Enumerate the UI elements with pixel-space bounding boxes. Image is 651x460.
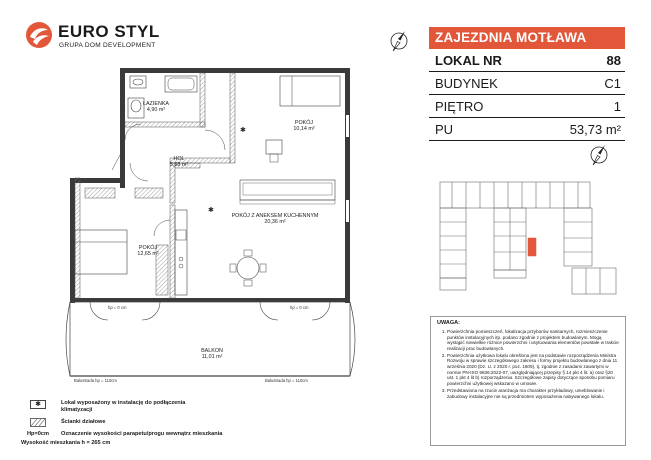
info-row-lokal	[429, 49, 625, 72]
floor-plan-drawing	[60, 60, 380, 390]
room-hol	[170, 156, 188, 169]
floor-plan	[60, 60, 380, 390]
info-row-budynek	[429, 72, 625, 95]
hp-label-left: hp = 0 cm	[108, 305, 127, 310]
legend	[21, 400, 324, 455]
euro-styl-logo	[24, 20, 184, 54]
note-item: 2. Powierzchnia użytkowa lokalu określona jest na podstawie rozporządzenia Ministra Rozwoju w sprawie szczegółowego zakresu i formy projektu budowlanego z dnia 11 września 2020 (Dz. U. z 2020 r. poz. 1609), tj. zgodnie z zasadami zawartymi w normie PN-ISO 9836:2022-07, uwzględniającej przepisy § 14 pkt 4 lit. a) oraz §20 ust. 1 pkt 4 lit b) rozporządzenia. Szczegółowe zapisy dotyczące sposobu pomiaru powierzchni użytkowej wskazano w umowie.	[447, 353, 619, 387]
note-item: 1. Powierzchnia pomieszczeń, lokalizacja przyborów sanitarnych, rozmieszczenie punktów instalacyjnych itp. podano zgodnie z projektem budowlanym. Mogą wystąpić niewielkie różnice powierzchni i usytuowania elementów powstałe w trakcie realizacji prac budowlanych.	[447, 329, 619, 351]
legend-code: Hp=0cm	[27, 431, 49, 437]
info-key: LOKAL NR	[435, 52, 502, 68]
room-name: BALKON	[201, 348, 223, 354]
room-name: POKÓJ Z ANEKSEM KUCHENNYM	[231, 213, 319, 219]
north-compass-small-icon	[586, 142, 612, 168]
north-compass-icon	[386, 28, 412, 54]
svg-text:✱: ✱	[208, 206, 214, 214]
info-value: 1	[613, 98, 621, 114]
room-area: 12,65 m²	[137, 251, 159, 258]
room-area: 10,14 m²	[293, 126, 315, 133]
unit-info-panel	[429, 27, 625, 141]
building-key-plan	[432, 170, 624, 305]
notes-heading: UWAGA:	[437, 320, 460, 326]
info-row-pu	[429, 118, 625, 141]
brand-name: EURO STYL	[58, 22, 160, 41]
hatch-icon	[30, 418, 46, 427]
hp-label-right: hp = 0 cm	[290, 305, 309, 310]
room-name: POKÓJ	[294, 120, 314, 126]
notes-box	[430, 316, 626, 446]
room-area: 5,68 m²	[169, 162, 189, 169]
svg-text:✱: ✱	[240, 126, 246, 134]
brand-tagline: GRUPA DOM DEVELOPMENT	[59, 42, 156, 49]
balustrada-label-right: Balustrada hp = 110cm	[265, 378, 308, 383]
project-title: ZAJEZDNIA MOTŁAWA	[429, 27, 625, 49]
legend-text: Oznaczenie wysokości parapetu/progu wewnątrz mieszkania	[61, 431, 223, 437]
room-area: 4,90 m²	[146, 107, 166, 114]
info-value: 88	[606, 52, 621, 68]
euro-styl-flame-logo-icon	[24, 20, 54, 50]
room-pokoj-left	[137, 245, 158, 258]
info-key: PU	[435, 121, 454, 137]
room-pokoj-kuchnia	[232, 213, 319, 226]
room-area: 20,36 m²	[264, 219, 286, 226]
note-item: 3. Przedstawiona na rzucie aranżacja ma charakter przykładowy, umeblowanie i zabudowy instalacyjne nie są przedmiotem wyposażenia nabywanego lokalu.	[447, 388, 619, 399]
room-pokoj-top	[293, 120, 314, 133]
room-lazienka	[143, 101, 169, 114]
info-key: BUDYNEK	[435, 75, 498, 91]
info-key: PIĘTRO	[435, 98, 484, 114]
info-row-pietro	[429, 95, 625, 118]
info-value: 53,73 m²	[569, 121, 621, 137]
legend-text: Lokal wyposażony w instalację do podłączenia klimatyzacji	[61, 400, 186, 413]
balustrada-label-left: Balustrada hp = 110cm	[74, 378, 117, 383]
notes-list	[437, 329, 619, 399]
room-name: POKÓJ	[138, 245, 158, 251]
info-value: C1	[604, 75, 621, 91]
asterisk-icon: ✱	[30, 400, 46, 409]
legend-text: Ścianki działowe	[61, 419, 106, 425]
room-area: 11,01 m²	[201, 354, 223, 361]
room-name: ŁAZIENKA	[142, 101, 170, 107]
room-name: HOL	[173, 156, 185, 162]
legend-code: Wysokość mieszkania h = 265 cm	[21, 440, 111, 446]
room-balkon	[201, 348, 223, 361]
